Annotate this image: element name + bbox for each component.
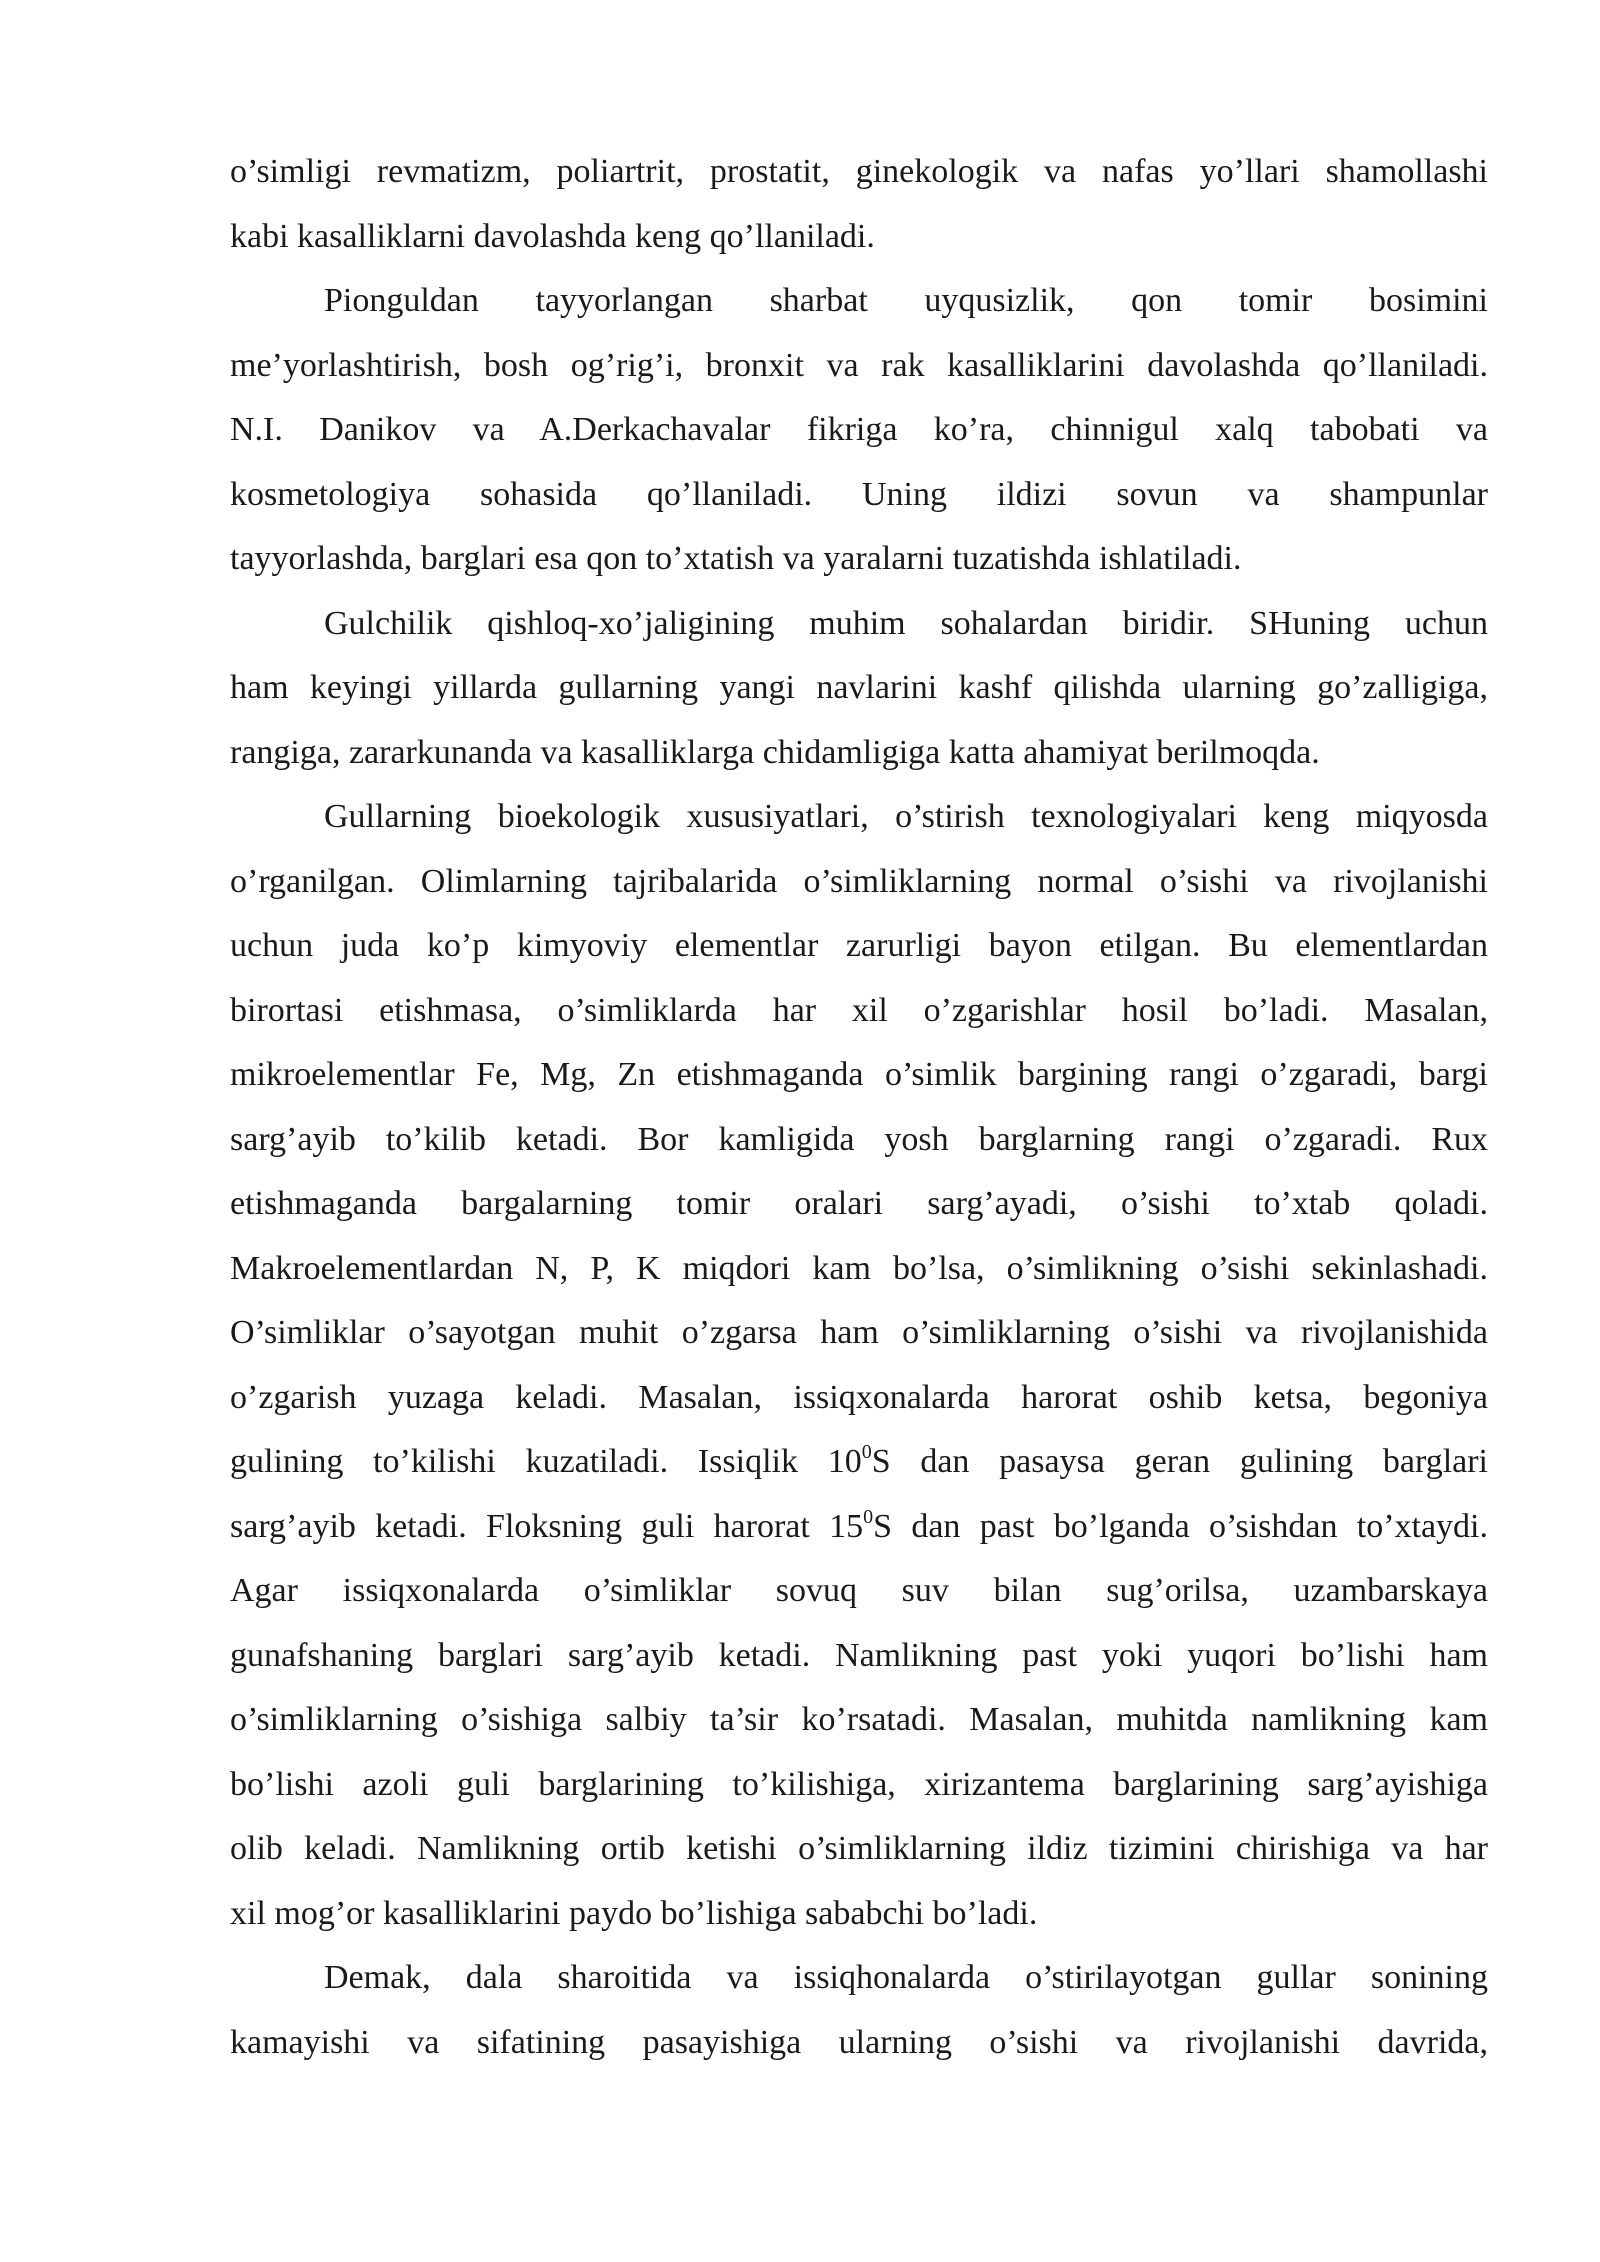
text-segment: S dan pasaysa geran gulining barglari — [871, 1443, 1488, 1480]
text-line: uchun juda ko’p kimyoviy elementlar zarurligi bayon etilgan. Bu elementlardan — [230, 927, 1488, 964]
text-line: o’simligi revmatizm, poliartrit, prostatit, ginekologik va nafas yo’llari shamollashi — [230, 153, 1488, 190]
text-line: me’yorlashtirish, bosh og’rig’i, bronxit va rak kasalliklarini davolashda qo’llaniladi. — [230, 346, 1488, 384]
text-line — [230, 1495, 1488, 1560]
paragraph — [230, 140, 1488, 269]
text-line: olib keladi. Namlikning ortib ketishi o’simliklarning ildiz tizimini chirishiga va har — [230, 1830, 1488, 1867]
text-line: bo’lishi azoli guli barglarining to’kilishiga, xirizantema barglarining sarg’ayishiga — [230, 1765, 1488, 1803]
text-line: kamayishi va sifatining pasayishiga ularning o’sishi va rivojlanishi davrida, — [230, 2023, 1488, 2061]
superscript-degree: 0 — [863, 1505, 874, 1528]
text-line: tayyorlashda, barglari esa qon to’xtatish va yaralarni tuzatishda ishlatiladi. — [230, 540, 1242, 577]
text-line — [230, 1430, 1488, 1495]
text-line: Gulchilik qishloq-xo’jaligining muhim sohalardan biridir. SHuning uchun — [324, 604, 1488, 642]
text-line: gunafshaning barglari sarg’ayib ketadi. Namlikning past yoki yuqori bo’lishi ham — [230, 1636, 1488, 1674]
text-line: kosmetologiya sohasida qo’llaniladi. Uning ildizi sovun va shampunlar — [230, 475, 1488, 513]
text-line: o’rganilgan. Olimlarning tajribalarida o’simliklarning normal o’sishi va rivojlanishi — [230, 862, 1488, 900]
text-segment: S dan past bo’lganda o’sishdan to’xtaydi. — [873, 1507, 1488, 1545]
paragraph — [230, 592, 1488, 786]
text-segment: gulining to’kilishi kuzatiladi. Issiqlik 10 — [230, 1443, 862, 1480]
text-line: xil mog’or kasalliklarini paydo bo’lishiga sababchi bo’ladi. — [230, 1894, 1038, 1932]
text-line: mikroelementlar Fe, Mg, Zn etishmaganda o’simlik bargining rangi o’zgaradi, bargi — [230, 1056, 1488, 1093]
text-line: o’zgarish yuzaga keladi. Masalan, issiqxonalarda harorat oshib ketsa, begoniya — [230, 1378, 1488, 1416]
text-line: ham keyingi yillarda gullarning yangi navlarini kashf qilishda ularning go’zalligiga, — [230, 669, 1488, 706]
paragraph — [230, 269, 1488, 592]
paragraph — [230, 785, 1488, 1946]
text-line: sarg’ayib to’kilib ketadi. Bor kamligida yosh barglarning rangi o’zgaradi. Rux — [230, 1120, 1488, 1158]
document-page — [230, 140, 1488, 2075]
text-line: rangiga, zararkunanda va kasalliklarga chidamligiga katta ahamiyat berilmoqda. — [230, 733, 1320, 771]
text-line: N.I. Danikov va A.Derkachavalar fikriga ko’ra, chinnigul xalq tabobati va — [230, 411, 1488, 448]
text-line: etishmaganda bargalarning tomir oralari sarg’ayadi, o’sishi to’xtab qoladi. — [230, 1185, 1488, 1222]
text-line: Makroelementlardan N, P, K miqdori kam bo’lsa, o’simlikning o’sishi sekinlashadi. — [230, 1249, 1488, 1287]
text-line: birortasi etishmasa, o’simliklarda har xil o’zgarishlar hosil bo’ladi. Masalan, — [230, 991, 1488, 1029]
text-line: Gullarning bioekologik xususiyatlari, o’stirish texnologiyalari keng miqyosda — [324, 798, 1488, 835]
paragraph — [230, 1946, 1488, 2075]
text-line: Demak, dala sharoitida va issiqhonalarda o’stirilayotgan gullar sonining — [324, 1959, 1488, 1996]
text-line: O’simliklar o’sayotgan muhit o’zgarsa ham o’simliklarning o’sishi va rivojlanishida — [230, 1314, 1488, 1351]
text-segment: sarg’ayib ketadi. Floksning guli harorat 15 — [230, 1507, 864, 1545]
text-line: Pionguldan tayyorlangan sharbat uyqusizlik, qon tomir bosimini — [324, 282, 1488, 319]
text-line: kabi kasalliklarni davolashda keng qo’llaniladi. — [230, 217, 875, 255]
text-line: Agar issiqxonalarda o’simliklar sovuq suv bilan sug’orilsa, uzambarskaya — [230, 1572, 1488, 1609]
text-line: o’simliklarning o’sishiga salbiy ta’sir ko’rsatadi. Masalan, muhitda namlikning kam — [230, 1701, 1488, 1738]
superscript-degree: 0 — [861, 1441, 872, 1463]
